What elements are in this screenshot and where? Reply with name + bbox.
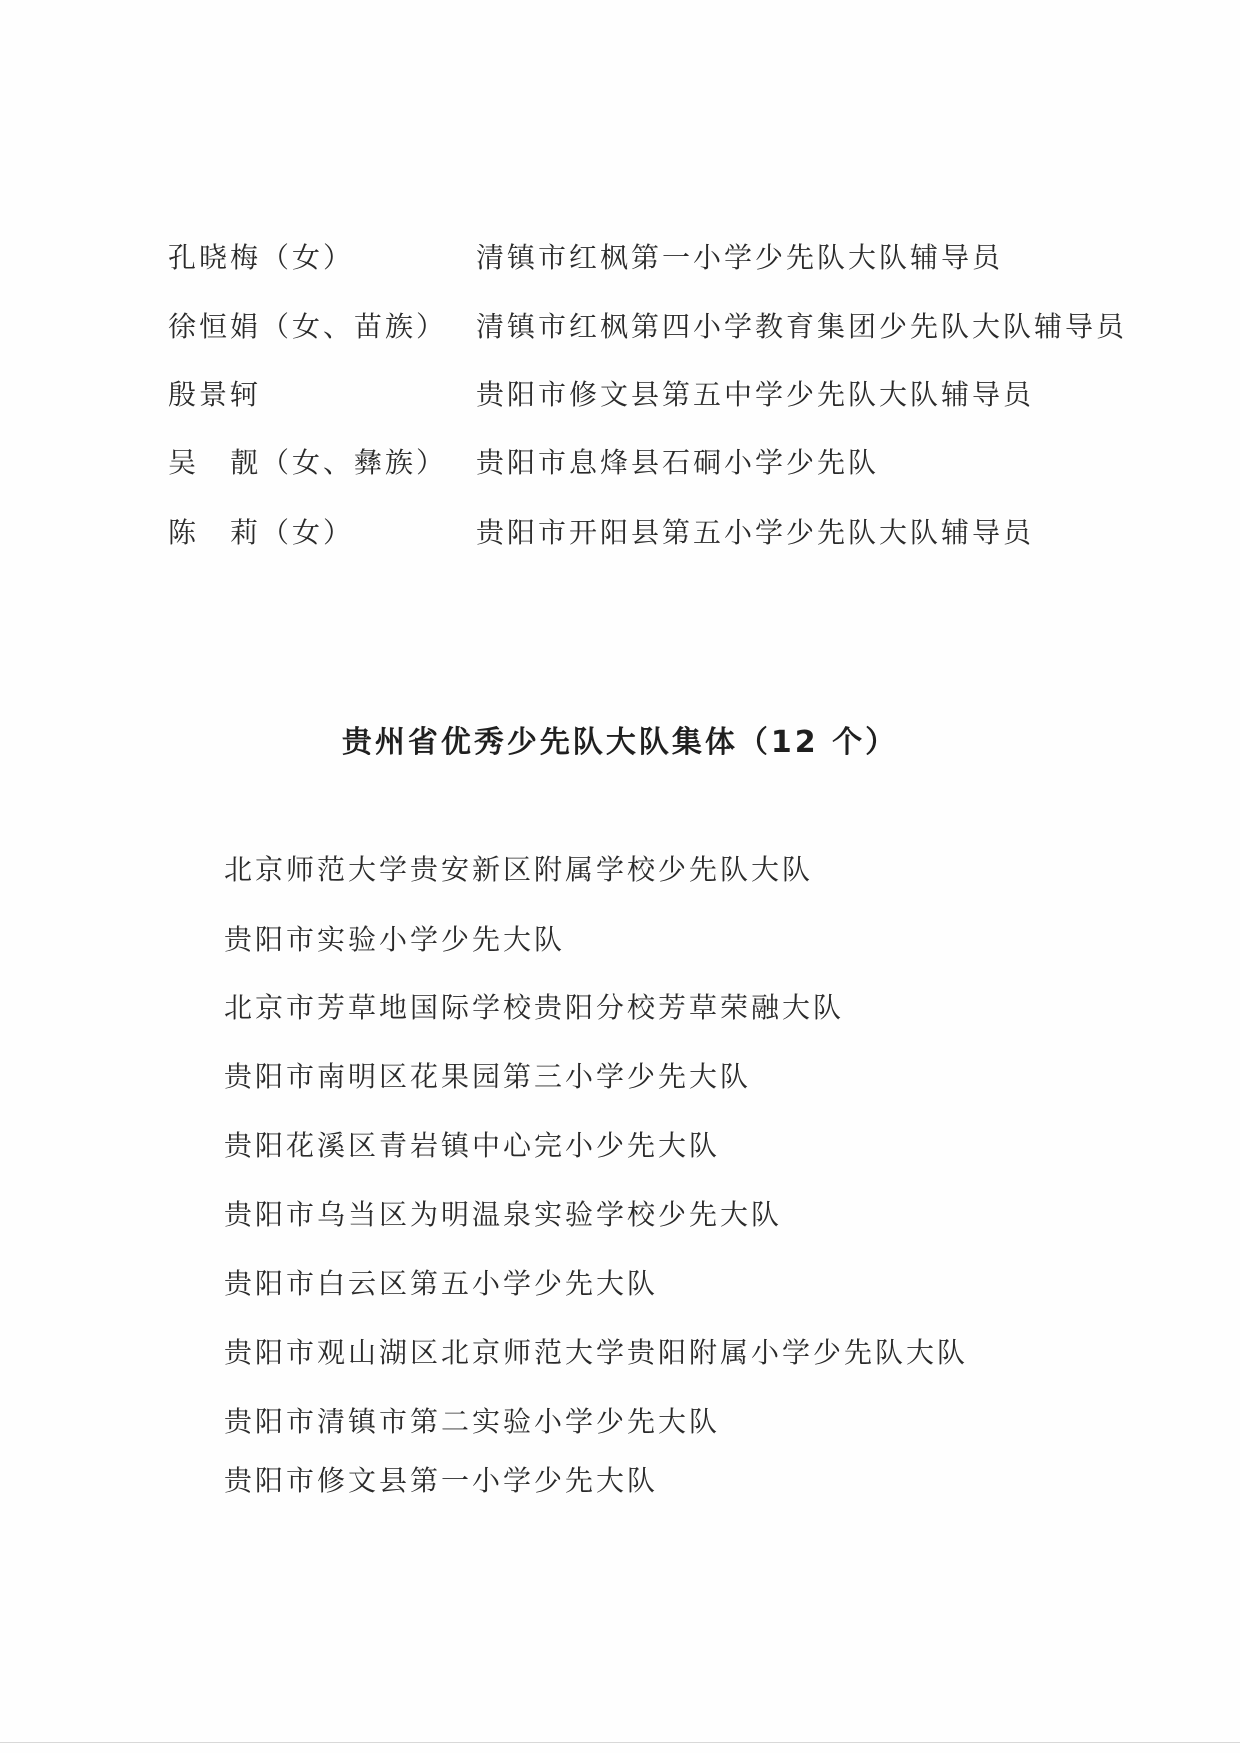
section-heading: 贵州省优秀少先队大队集体（12 个） [341, 725, 899, 760]
collective-item: 北京市芳草地国际学校贵阳分校芳草荣融大队 [224, 991, 845, 1024]
page-bottom-rule [0, 1742, 1240, 1743]
collective-item: 贵阳市乌当区为明温泉实验学校少先大队 [224, 1198, 783, 1231]
honoree-unit: 清镇市红枫第一小学少先队大队辅导员 [476, 241, 1004, 274]
honoree-row [0, 513, 1240, 553]
collective-item: 贵阳市南明区花果园第三小学少先大队 [224, 1060, 752, 1093]
collective-item: 贵阳市白云区第五小学少先大队 [224, 1267, 659, 1300]
honoree-name: 殷景轲 [168, 378, 262, 411]
honoree-unit: 清镇市红枫第四小学教育集团少先队大队辅导员 [476, 310, 1128, 343]
honoree-row [0, 443, 1240, 483]
honoree-unit: 贵阳市开阳县第五小学少先队大队辅导员 [476, 516, 1035, 549]
honoree-row [0, 307, 1240, 347]
honoree-name: 吴 靓（女、彝族） [168, 446, 448, 479]
collective-item: 贵阳市实验小学少先大队 [224, 923, 566, 956]
collective-item: 贵阳市修文县第一小学少先大队 [224, 1464, 659, 1497]
honoree-unit: 贵阳市修文县第五中学少先队大队辅导员 [476, 378, 1035, 411]
honoree-name: 徐恒娟（女、苗族） [168, 310, 448, 343]
honoree-row [0, 238, 1240, 278]
collective-item: 贵阳市清镇市第二实验小学少先大队 [224, 1405, 721, 1438]
collective-item: 北京师范大学贵安新区附属学校少先队大队 [224, 853, 814, 886]
collective-item: 贵阳市观山湖区北京师范大学贵阳附属小学少先队大队 [224, 1336, 969, 1369]
honoree-name: 孔晓梅（女） [168, 241, 355, 274]
honoree-row [0, 375, 1240, 415]
honoree-unit: 贵阳市息烽县石硐小学少先队 [476, 446, 880, 479]
honoree-name: 陈 莉（女） [168, 516, 355, 549]
collective-item: 贵阳花溪区青岩镇中心完小少先大队 [224, 1129, 721, 1162]
